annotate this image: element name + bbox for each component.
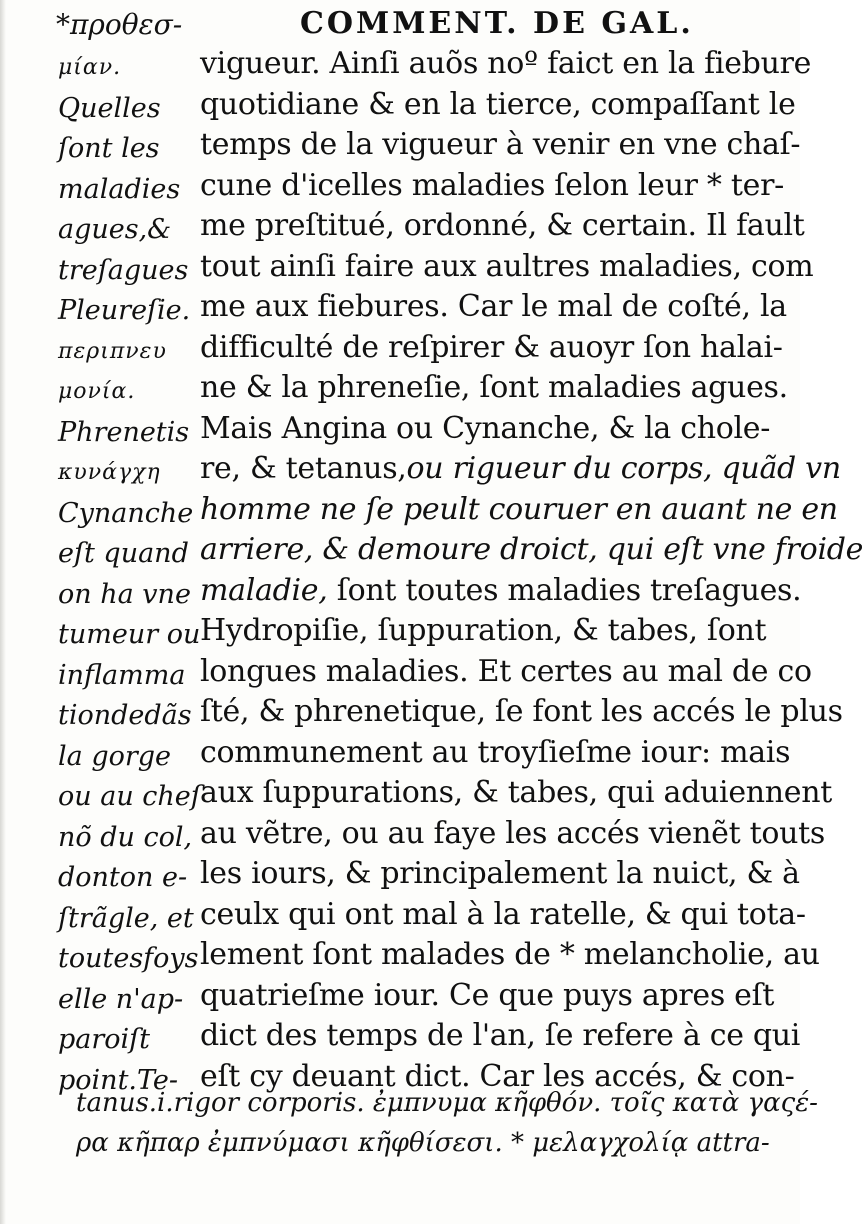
body-line: eſt cy deuant dict. Car les accés, & con- <box>200 1058 795 1094</box>
margin-line: Cynanche <box>58 497 194 529</box>
margin-line: paroiſt <box>58 1024 151 1055</box>
body-line-italic: arriere, & demoure droict, qui eſt vne froide <box>200 532 863 567</box>
body-line: communement au troyſieſme iour: mais <box>200 734 791 770</box>
body-text <box>200 44 863 1097</box>
body-line: ne & la phreneſie, ſont maladies agues. <box>200 370 788 405</box>
body-line: tout ainſi faire aux aultres maladies, com <box>200 248 814 284</box>
body-line-roman-part: re, & tetanus, <box>200 451 407 486</box>
margin-line: Phrenetis <box>58 416 190 448</box>
margin-line: μονία. <box>58 379 136 404</box>
margin-line: toutesfoys <box>58 943 199 974</box>
body-line: Mais Angina ou Cynanche, & la chole- <box>200 410 771 446</box>
header-margin-note: *προθεσ- <box>56 8 183 41</box>
margin-line: μίαν. <box>58 55 122 80</box>
page-edge-shadow <box>0 0 6 1224</box>
body-line: quotidiane & en la tierce, compaſſant le <box>200 86 796 122</box>
body-line: lement ſont malades de * melancholie, au <box>200 937 820 972</box>
margin-line: on ha vne <box>58 578 191 610</box>
body-line-mixed <box>200 571 802 612</box>
body-line: vigueur. Ainſi auõs noº faict en la fiebure <box>200 46 812 81</box>
body-line: me aux fiebures. Car le mal de coſté, la <box>200 289 787 324</box>
running-head: COMMENT. DE GAL. <box>300 6 694 41</box>
body-line-roman-part: ſont toutes maladies treſagues. <box>336 572 802 608</box>
body-line-italic: homme ne ſe peult couruer en auant ne en <box>200 491 838 527</box>
body-line: temps de la vigueur à venir en vne chaſ- <box>200 127 801 162</box>
marginal-notes <box>58 48 208 1101</box>
margin-line: tiondedãs <box>58 700 192 731</box>
margin-line: maladies <box>58 173 181 205</box>
margin-line: point.Te- <box>58 1064 179 1096</box>
body-line: longues maladies. Et certes au mal de co <box>200 653 812 689</box>
body-line: dict des temps de l'an, ſe refere à ce qui <box>200 1018 801 1053</box>
footnote-line: ρα κῆπαρ ἐμπνύμασι κῆφθίσεσι. * μελαγχολίᾳ attra- <box>76 1128 770 1158</box>
body-line: les iours, & principalement la nuict, & à <box>200 856 800 891</box>
margin-line: la gorge <box>58 740 172 772</box>
margin-line: κυνάγχη <box>58 460 161 485</box>
footnote-line: tanus.i.rigor corporis. ἐμπνυμα κῆφθόν. τοῖς κατὰ γαςέ- <box>76 1088 818 1118</box>
body-line: me preſtitué, ordonné, & certain. Il fault <box>200 208 805 243</box>
body-line: ſté, & phrenetique, ſe font les accés le plus <box>200 694 843 729</box>
body-line-italic-part: ou rigueur du corps, quãd vn <box>406 451 841 486</box>
body-line: cune d'icelles maladies ſelon leur * ter- <box>200 167 784 203</box>
body-line: quatrieſme iour. Ce que puys apres eſt <box>200 977 775 1013</box>
body-line: aux ſuppurations, & tabes, qui aduiennent <box>200 775 833 810</box>
margin-line: Quelles <box>58 92 161 124</box>
body-line-mixed <box>200 449 841 490</box>
margin-line: nõ du col, <box>58 821 193 853</box>
body-line: Hydropiſie, ſuppuration, & tabes, ſont <box>200 613 767 648</box>
body-line: ceulx qui ont mal à la ratelle, & qui tota- <box>200 896 806 932</box>
margin-line: tumeur ou <box>58 619 201 650</box>
margin-line: agues,& <box>58 214 172 245</box>
margin-line: ou au cheſ <box>58 781 201 812</box>
margin-line: ſont les <box>58 133 160 164</box>
margin-line: ſtrãgle, et <box>58 902 194 934</box>
body-line-italic-part: maladie, <box>200 572 328 608</box>
body-line: au vẽtre, ou au faye les accés vienẽt touts <box>200 815 825 851</box>
margin-line: eſt quand <box>58 538 189 569</box>
margin-line: donton e- <box>58 862 188 893</box>
margin-line: Pleureſie. <box>58 295 191 326</box>
margin-line: περιπνευ <box>58 338 167 364</box>
margin-line: inflamma <box>58 659 186 691</box>
body-line: difficulté de reſpirer & auoyr ſon halai- <box>200 329 783 365</box>
margin-line: elle n'ap- <box>58 983 184 1015</box>
margin-line: treſagues <box>58 254 189 286</box>
